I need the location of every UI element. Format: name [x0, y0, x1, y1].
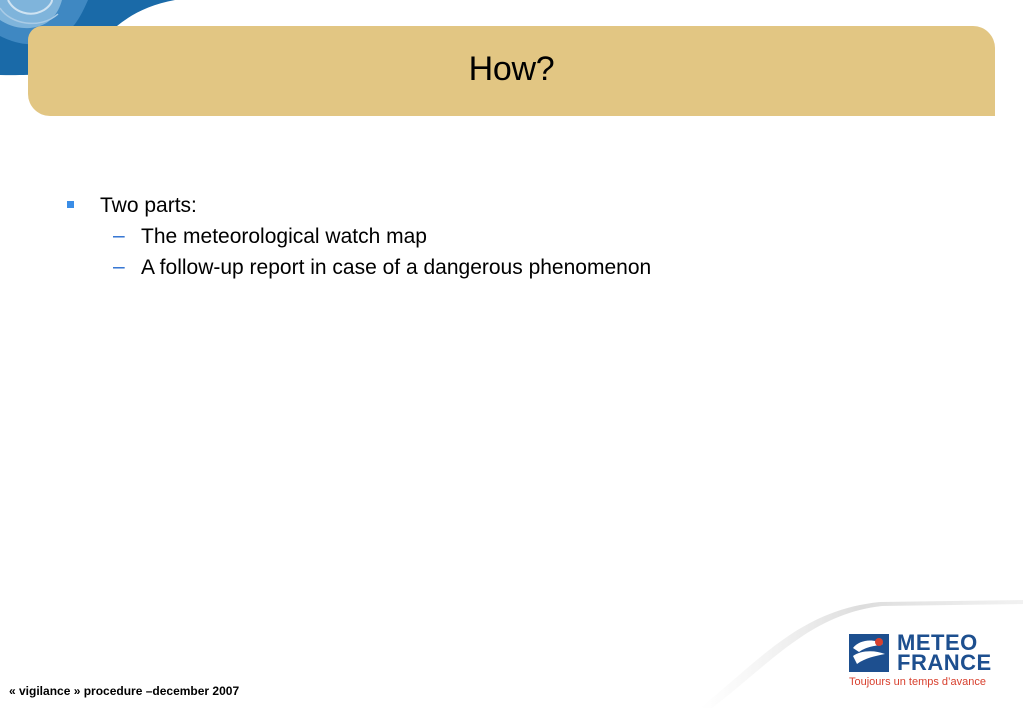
slide-title: How? [468, 50, 555, 88]
logo-tagline: Toujours un temps d’avance [849, 676, 986, 688]
dash-bullet: – [113, 224, 125, 247]
meteo-france-logo-icon [849, 634, 889, 672]
logo-text-line2: FRANCE [897, 650, 992, 675]
bullet-text: Two parts: [100, 194, 197, 217]
meteo-france-logo [849, 632, 999, 692]
logo-text-line1: METEO [897, 630, 978, 655]
sub-bullet-text: The meteorological watch map [141, 225, 427, 248]
footer-text: « vigilance » procedure –december 2007 [9, 684, 240, 698]
dash-bullet: – [113, 255, 125, 278]
sub-bullet-text: A follow-up report in case of a dangerous phenomenon [141, 256, 652, 279]
